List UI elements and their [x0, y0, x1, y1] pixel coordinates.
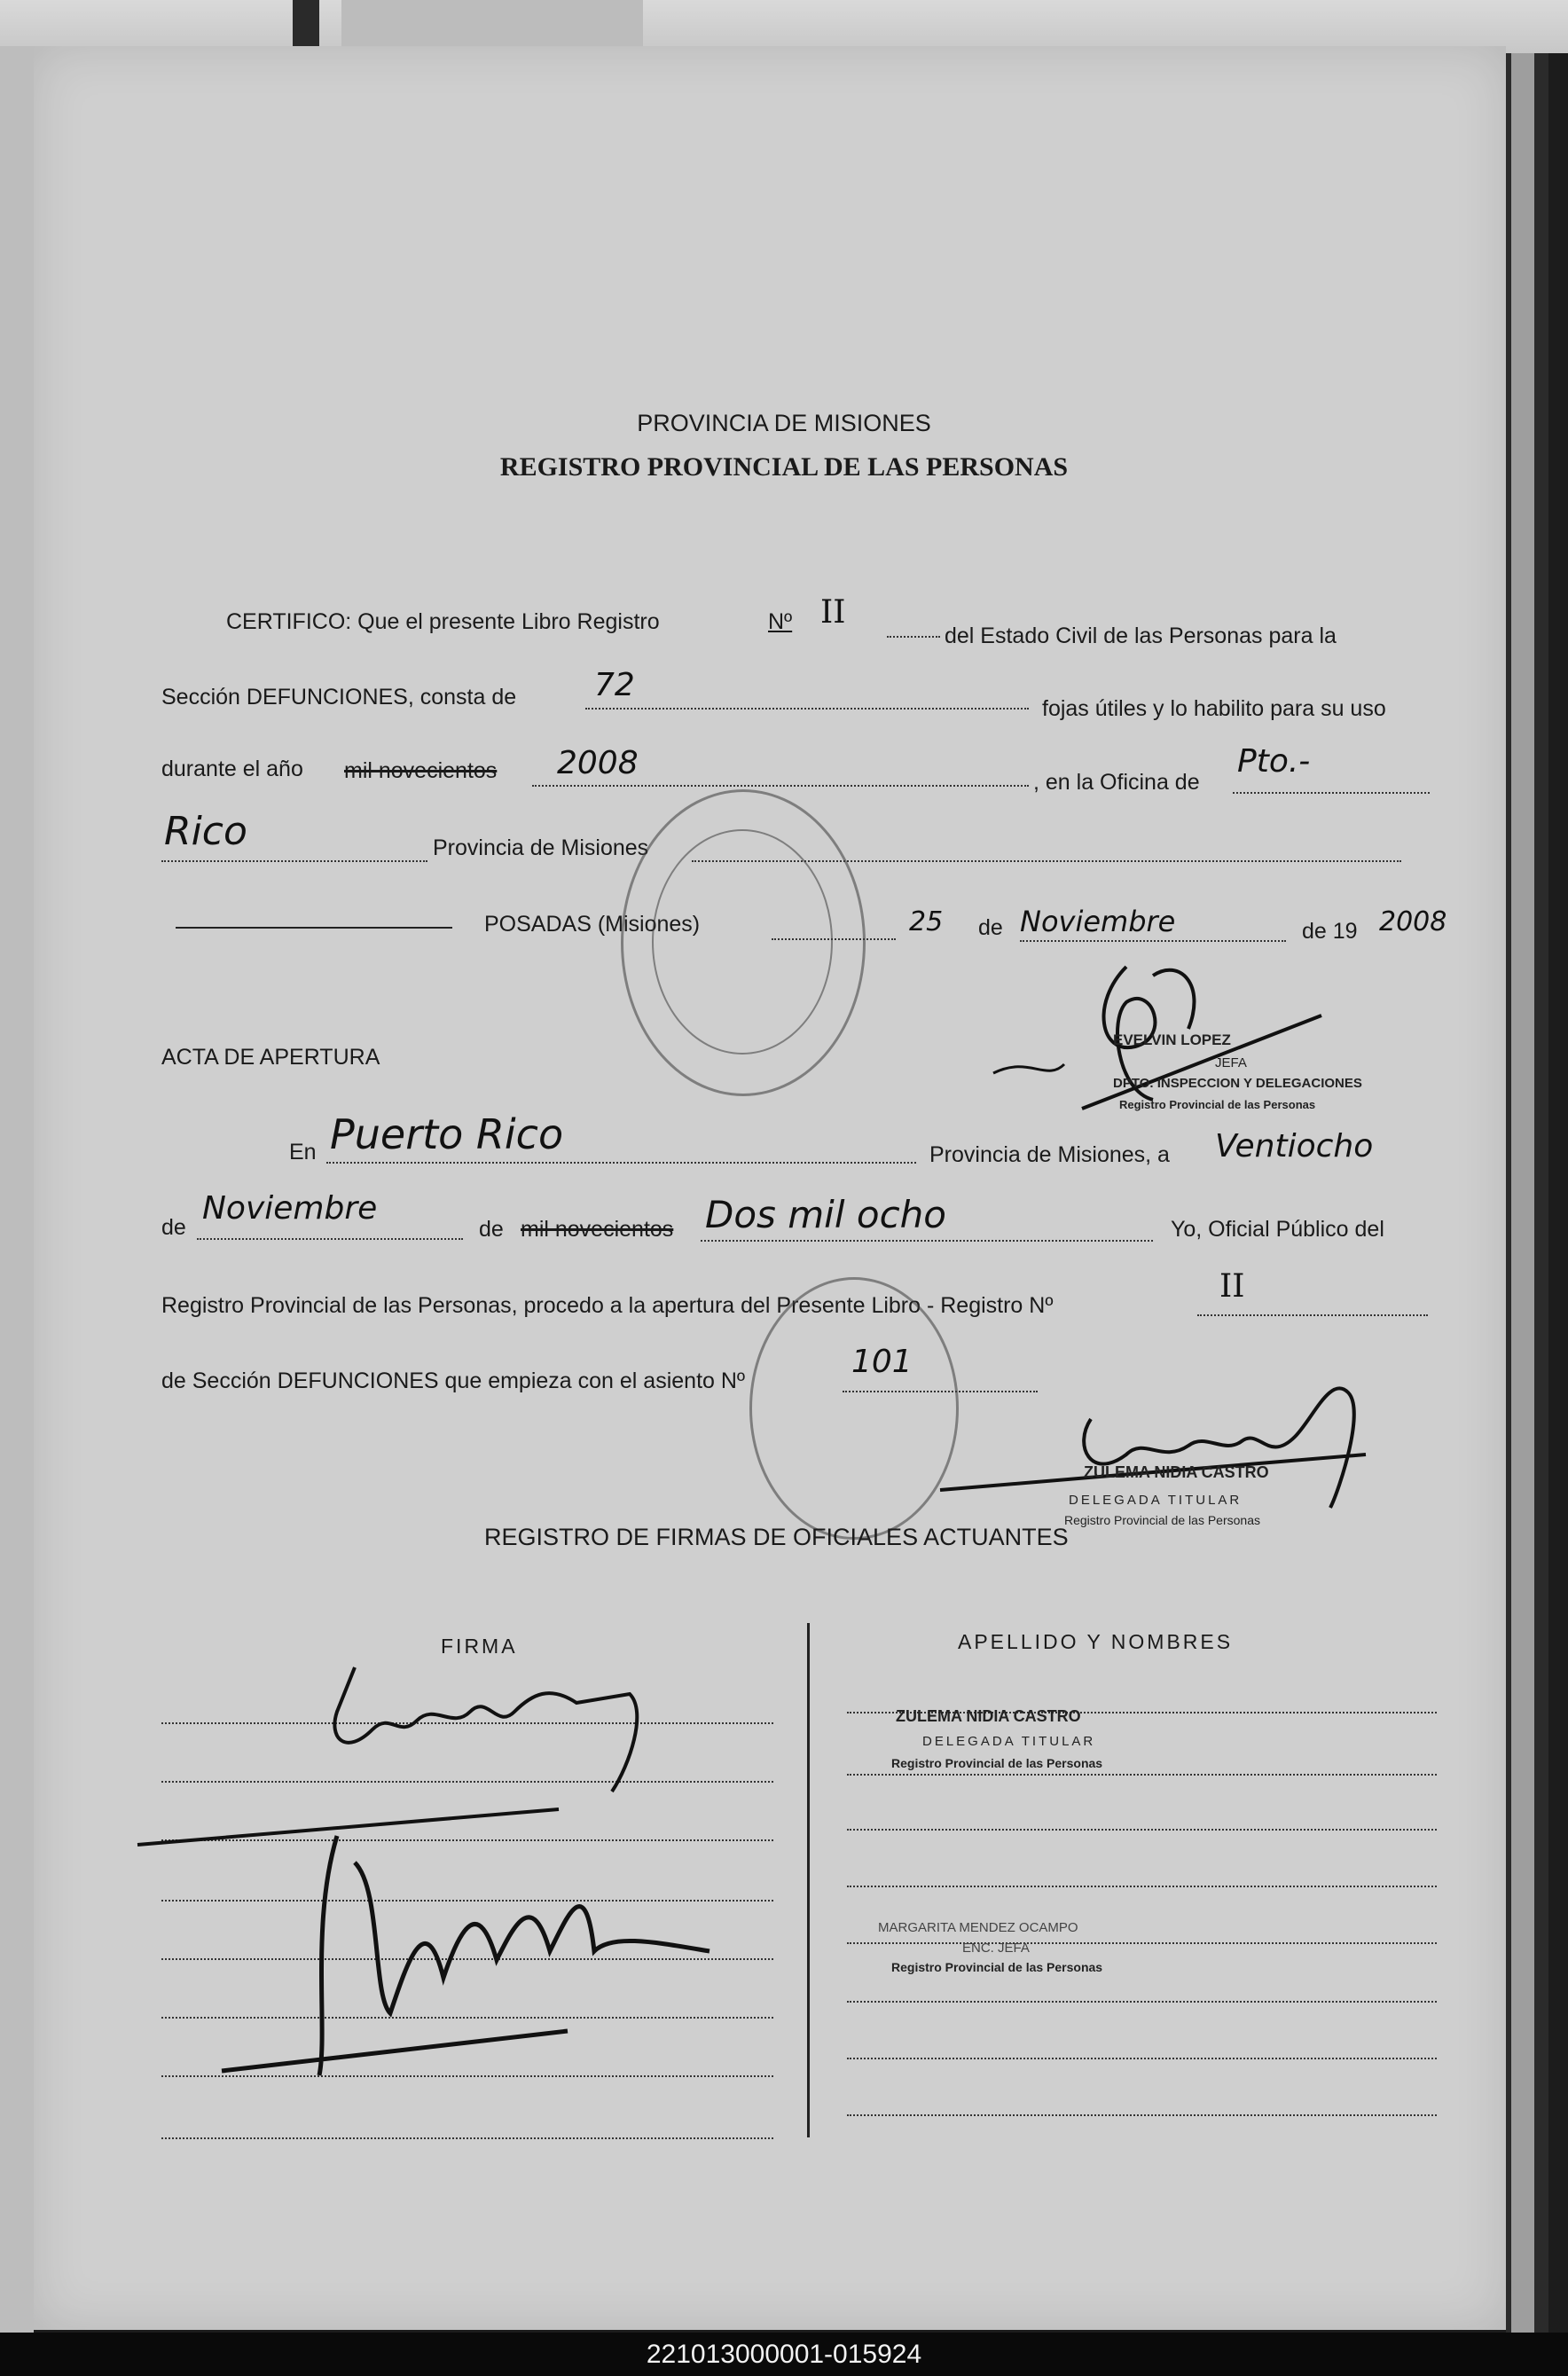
dotted-line: [1233, 792, 1430, 794]
nombres-line: [847, 2114, 1437, 2116]
acta-asiento-number: 101: [851, 1344, 913, 1380]
cert-fojas-count: 72: [594, 667, 635, 703]
stamp1-org: Registro Provincial de las Personas: [1119, 1098, 1316, 1111]
cert-line5-place: POSADAS (Misiones): [484, 912, 701, 937]
cert-book-number: II: [820, 594, 846, 631]
entry1-name: ZULEMA NIDIA CASTRO: [896, 1707, 1081, 1725]
acta-month: Noviembre: [202, 1190, 378, 1227]
dotted-line: [197, 1238, 463, 1240]
column-divider: [807, 1623, 810, 2137]
acta-en: En: [289, 1140, 317, 1164]
nombres-line: [847, 1886, 1437, 1887]
book-spine-inner: [1511, 53, 1534, 2333]
nombres-line: [847, 1829, 1437, 1831]
nombres-line: [847, 1774, 1437, 1776]
acta-de2: de: [479, 1217, 504, 1242]
page-fold-shadow: [293, 0, 319, 53]
acta-day: Ventiocho: [1215, 1128, 1374, 1164]
stamp2-org: Registro Provincial de las Personas: [1064, 1513, 1260, 1527]
cert-year-prefix: de 19: [1302, 919, 1358, 944]
top-page-strip: [0, 0, 1568, 53]
entry2-role: ENC. JEFA: [962, 1941, 1030, 1956]
acta-line4: de Sección DEFUNCIONES que empieza con el asiento Nº: [161, 1368, 746, 1393]
document-id-bar: 221013000001-015924: [0, 2333, 1568, 2376]
dotted-line: [161, 860, 427, 862]
acta-book-number: II: [1219, 1268, 1245, 1305]
signatures-title: REGISTRO DE FIRMAS DE OFICIALES ACTUANTES: [484, 1524, 1069, 1550]
dotted-line: [585, 708, 1029, 710]
nombres-line: [847, 2058, 1437, 2059]
firma-line: [161, 2137, 773, 2139]
stamp2-role: DELEGADA TITULAR: [1069, 1493, 1243, 1508]
dotted-line: [532, 785, 1029, 787]
cert-year-value: 2008: [1379, 906, 1447, 937]
dotted-line: [1197, 1314, 1428, 1316]
column-firma: FIRMA: [441, 1635, 518, 1658]
cert-line3-struck: mil novecientos: [344, 758, 498, 783]
provincial-seal-inner: [652, 829, 833, 1055]
entry1-org: Registro Provincial de las Personas: [891, 1756, 1103, 1770]
cert-line1-no: Nº: [768, 609, 793, 634]
cert-office-b: Rico: [164, 809, 247, 854]
entry2-org: Registro Provincial de las Personas: [891, 1960, 1103, 1974]
acta-title: ACTA DE APERTURA: [161, 1045, 380, 1070]
dotted-line: [887, 636, 940, 638]
stamp1-role: JEFA: [1215, 1055, 1247, 1070]
province-heading: PROVINCIA DE MISIONES: [637, 410, 931, 436]
nombres-line: [847, 2001, 1437, 2003]
book-spine-edge: [1506, 53, 1548, 2333]
stamp2-name: ZULEMA NIDIA CASTRO: [1084, 1463, 1269, 1481]
cert-line2-rest: fojas útiles y lo habilito para su uso: [1042, 696, 1386, 721]
stamp1-name: EVELVIN LOPEZ: [1113, 1031, 1231, 1048]
registry-heading: REGISTRO PROVINCIAL DE LAS PERSONAS: [499, 452, 1069, 482]
acta-yo: Yo, Oficial Público del: [1171, 1217, 1384, 1242]
cert-line3-text: durante el año: [161, 757, 303, 781]
handwritten-signature-mendez: [177, 1818, 727, 2084]
left-page-margin: [0, 46, 34, 2334]
cert-day: 25: [909, 906, 944, 937]
cert-line1-rest: del Estado Civil de las Personas para la: [945, 623, 1337, 648]
acta-de1: de: [161, 1215, 186, 1240]
cert-line3-rest: , en la Oficina de: [1033, 770, 1200, 795]
cert-line4-text: Provincia de Misiones: [433, 835, 649, 860]
entry2-name: MARGARITA MENDEZ OCAMPO: [878, 1920, 1078, 1935]
cert-line5-de: de: [978, 915, 1003, 940]
underlying-page: [341, 0, 643, 53]
cert-office-a: Pto.-: [1237, 743, 1311, 780]
dotted-line: [701, 1240, 1153, 1242]
nombres-line: [847, 1942, 1437, 1944]
column-nombres: APELLIDO Y NOMBRES: [958, 1630, 1234, 1653]
cert-month: Noviembre: [1020, 905, 1176, 938]
signature-line: [176, 927, 452, 929]
cert-year: 2008: [557, 745, 639, 781]
acta-place: Puerto Rico: [330, 1110, 564, 1158]
stamp1-dept: DPTO. INSPECCION Y DELEGACIONES: [1113, 1076, 1362, 1091]
acta-prov: Provincia de Misiones, a: [929, 1142, 1170, 1167]
entry1-role: DELEGADA TITULAR: [922, 1734, 1096, 1749]
acta-struck: mil novecientos: [521, 1217, 674, 1242]
cert-line2-text: Sección DEFUNCIONES, consta de: [161, 685, 517, 710]
cert-line1-text: CERTIFICO: Que el presente Libro Registro: [226, 609, 660, 634]
acta-line3: Registro Provincial de las Personas, procedo a la apertura del Presente Libro - Registro Nº: [161, 1293, 1054, 1318]
dotted-line: [326, 1162, 916, 1164]
acta-year: Dos mil ocho: [705, 1193, 946, 1236]
dotted-line: [1020, 940, 1286, 942]
